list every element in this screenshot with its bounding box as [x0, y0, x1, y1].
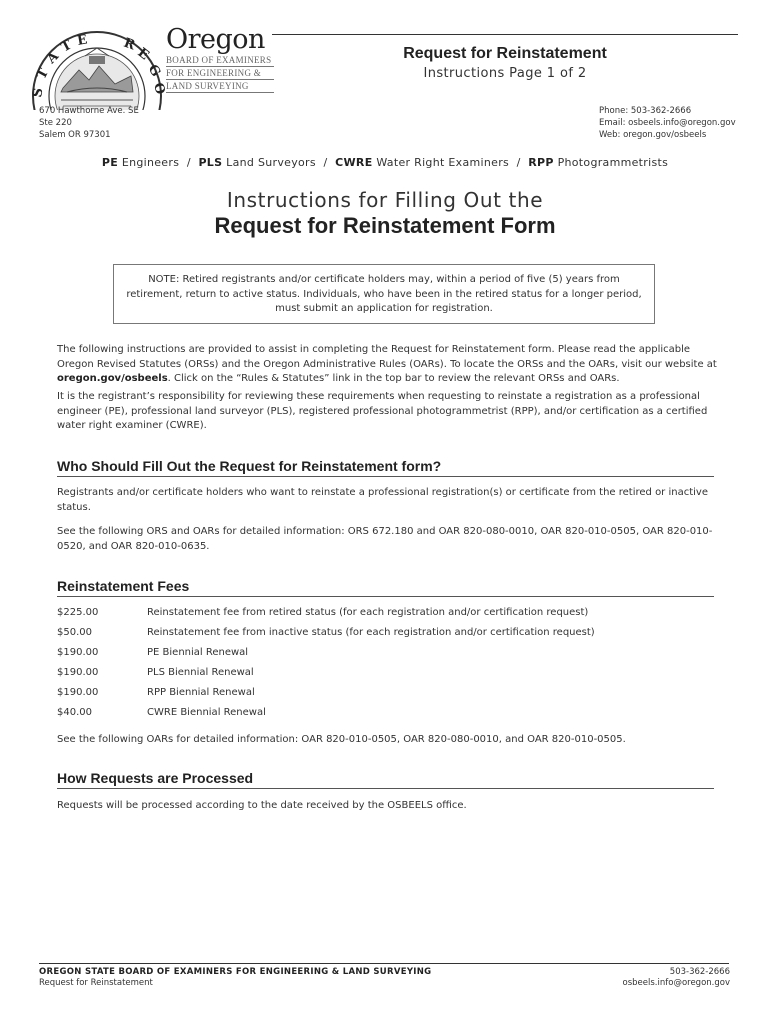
- intro-paragraph-1: [57, 343, 717, 387]
- profession-abbr: PLS: [198, 156, 223, 169]
- svg-text:E: E: [76, 32, 89, 49]
- contact-phone: Phone: 503-362-2666: [599, 106, 692, 116]
- contact-web: Web: oregon.gov/osbeels: [599, 130, 707, 140]
- svg-text:O: O: [150, 81, 167, 96]
- who-paragraph-2: See the following ORS and OARs for detailed information: ORS 672.180 and OAR 820-080-0010, OAR 820-010-0505, OAR 820-010-0520, and OAR 820-010-0635.: [57, 526, 713, 552]
- profession-name: Photogrammetrists: [557, 156, 669, 169]
- professions-line: PE Engineers / PLS Land Surveyors / CWRE Water Right Examiners / RPP Photogrammetrists: [101, 156, 669, 169]
- contact-email: Email: osbeels.info@oregon.gov: [599, 118, 736, 128]
- fee-description: CWRE Biennial Renewal: [147, 707, 266, 718]
- footer-doc-title: Request for Reinstatement: [39, 978, 153, 988]
- fee-amount: $40.00: [57, 707, 92, 718]
- profession-abbr: CWRE: [335, 156, 373, 169]
- fee-amount: $190.00: [57, 687, 99, 698]
- fee-amount: $190.00: [57, 647, 99, 658]
- brand-name: Oregon: [166, 24, 265, 55]
- board-logo: [166, 26, 274, 93]
- intro-text: The following instructions are provided to assist in completing the Request for Reinstatement form. Please read the applicable Oregon Revised Statutes (ORSs) and the Oregon Administrative Rules (OARs). To locate the ORSs and the OARs, visit our website at: [57, 344, 717, 370]
- footer-email: osbeels.info@oregon.gov: [622, 978, 730, 988]
- intro-text: . Click on the “Rules & Statutes” link in the top bar to review the relevant ORSs and OARs.: [167, 373, 620, 384]
- fee-description: PLS Biennial Renewal: [147, 667, 254, 678]
- intro-paragraph-2: It is the registrant’s responsibility for reviewing these requirements when requesting to reinstate a registration as a professional engineer (PE), professional land surveyor (PLS), registered professional photogrammetrist (RPP), and/or certification as a certified water right examiner (CWRE).: [57, 391, 708, 431]
- fee-description: RPP Biennial Renewal: [147, 687, 255, 698]
- fee-description: Reinstatement fee from inactive status (for each registration and/or certification request): [147, 627, 595, 638]
- profession-abbr: RPP: [528, 156, 554, 169]
- fees-paragraph: See the following OARs for detailed information: OAR 820-010-0505, OAR 820-080-0010, and OAR 820-010-0505.: [57, 734, 626, 745]
- website-link[interactable]: oregon.gov/osbeels: [57, 373, 168, 384]
- footer-rule: [39, 963, 729, 964]
- brand-line: LAND SURVEYING: [166, 80, 274, 93]
- svg-text:T: T: [34, 66, 53, 82]
- processing-paragraph: Requests will be processed according to the date received by the OSBEELS office.: [57, 800, 467, 811]
- header-title: Request for Reinstatement: [403, 45, 607, 62]
- footer-right: [560, 967, 730, 989]
- retirement-note-box: NOTE: Retired registrants and/or certificate holders may, within a period of five (5) years from retirement, return to active status. Individuals, who have been in the retired status for a longer period, must submit an application for registration.: [113, 264, 655, 324]
- fee-amount: $50.00: [57, 627, 92, 638]
- profession-name: Water Right Examiners: [376, 156, 510, 169]
- fee-description: Reinstatement fee from retired status (for each registration and/or certification request): [147, 607, 589, 618]
- address-line: Salem OR 97301: [39, 130, 111, 140]
- footer-phone: 503-362-2666: [669, 967, 730, 977]
- address-line: Ste 220: [39, 118, 72, 128]
- svg-text:S: S: [30, 86, 47, 99]
- brand-line: BOARD OF EXAMINERS: [166, 54, 274, 67]
- profession-name: Land Surveyors: [226, 156, 316, 169]
- page-title-line1: Instructions for Filling Out the: [226, 188, 544, 212]
- svg-text:R: R: [121, 35, 137, 54]
- contact-info: [599, 105, 736, 141]
- svg-text:E: E: [134, 45, 152, 64]
- fee-amount: $190.00: [57, 667, 99, 678]
- who-paragraph-1: Registrants and/or certificate holders who want to reinstate a professional registration(s) or certificate from the retired or inactive status.: [57, 487, 708, 513]
- footer-left: [39, 967, 431, 989]
- header-rule: [272, 34, 738, 35]
- profession-abbr: PE: [101, 156, 119, 169]
- mailing-address: [39, 105, 139, 141]
- header-subtitle: Instructions Page 1 of 2: [423, 66, 587, 81]
- svg-text:A: A: [44, 49, 62, 67]
- address-line: 670 Hawthorne Ave. SE: [39, 106, 139, 116]
- section-heading-who: Who Should Fill Out the Request for Reinstatement form?: [57, 458, 714, 477]
- footer-org: OREGON STATE BOARD OF EXAMINERS FOR ENGINEERING & LAND SURVEYING: [39, 967, 432, 977]
- profession-name: Engineers: [121, 156, 180, 169]
- section-heading-processing: How Requests are Processed: [57, 770, 714, 789]
- fee-amount: $225.00: [57, 607, 99, 618]
- section-heading-fees: Reinstatement Fees: [57, 578, 714, 597]
- brand-line: FOR ENGINEERING &: [166, 67, 274, 80]
- svg-text:G: G: [144, 62, 164, 80]
- svg-text:T: T: [58, 37, 75, 56]
- page-title-line2: Request for Reinstatement Form: [214, 213, 556, 238]
- fee-description: PE Biennial Renewal: [147, 647, 249, 658]
- state-seal-logo: [27, 26, 167, 110]
